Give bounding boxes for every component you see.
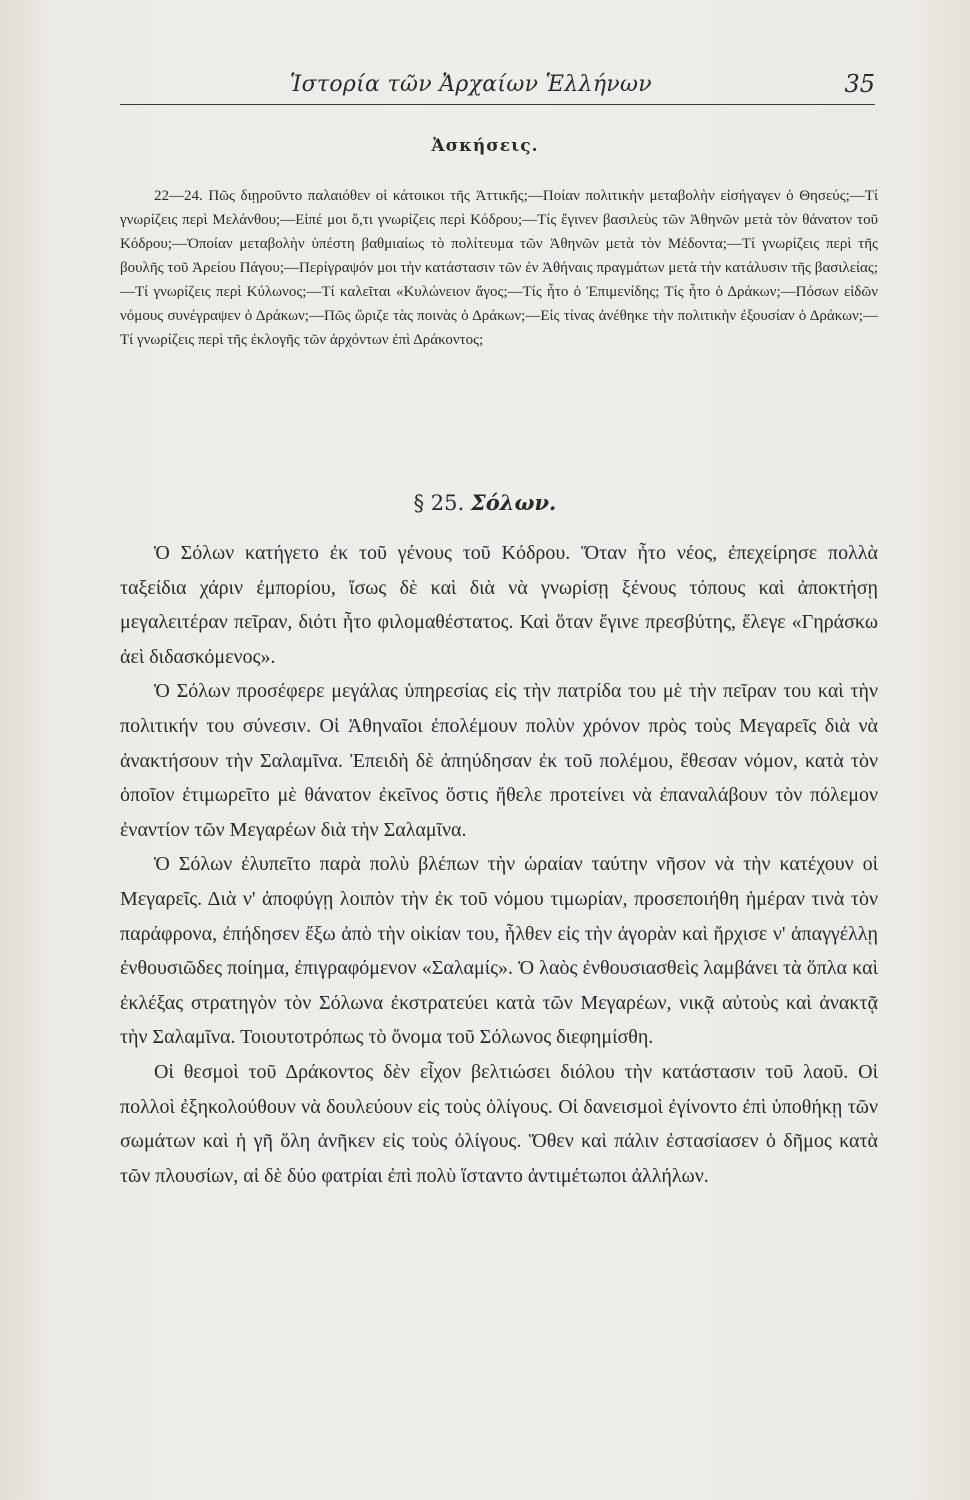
section-number: § 25. <box>413 491 465 515</box>
running-title: Ἱστορία τῶν Ἀρχαίων Ἑλλήνων <box>290 72 652 97</box>
running-header <box>120 66 875 106</box>
header-rule <box>120 104 875 105</box>
paragraph-1: Ὁ Σόλων κατήγετο ἐκ τοῦ γένους τοῦ Κόδρου. Ὅταν ἦτο νέος, ἐπεχείρησε πολλὰ ταξείδια χάριν ἐμπορίου, ἴσως δὲ καὶ διὰ νὰ γνωρίσῃ ξένους τόπους καὶ ἀποκτήσῃ μεγαλειτέραν πεῖραν, διότι ἦτο φιλομαθέστατος. Καὶ ὅταν ἔγινε πρεσβύτης, ἔλεγε «Γηράσκω ἀεὶ διδασκόμενος». <box>120 542 878 668</box>
body-text <box>120 536 878 1193</box>
paragraph-2: Ὁ Σόλων προσέφερε μεγάλας ὑπηρεσίας εἰς τὴν πατρίδα του μὲ τὴν πεῖραν του καὶ τὴν πολιτικήν του σύνεσιν. Οἱ Ἀθηναῖοι ἐπολέμουν πολὺν χρόνον πρὸς τοὺς Μεγαρεῖς διὰ νὰ ἀνακτήσουν τὴν Σαλαμῖνα. Ἐπειδὴ δὲ ἀπηύδησαν ἐκ τοῦ πολέμου, ἔθεσαν νόμον, κατὰ τὸν ὁποῖον ἐτιμωρεῖτο μὲ θάνατον ἐκεῖνος ὅστις ἤθελε προτείνει νὰ ἐπαναλάβουν τὸν πόλεμον ἐναντίον τῶν Μεγαρέων διὰ τὴν Σαλαμῖνα. <box>120 680 878 841</box>
exercises-paragraph: 22—24. Πῶς διῃροῦντο παλαιόθεν οἱ κάτοικοι τῆς Ἀττικῆς;—Ποίαν πολιτικὴν μεταβολὴν εἰσήγαγεν ὁ Θησεύς;—Τί γνωρίζεις περὶ Μελάνθου;—Εἰπέ μοι ὅ,τι γνωρίζεις περὶ Κόδρου;—Τίς ἔγινεν βασιλεὺς τῶν Ἀθηνῶν μετὰ τὸν θάνατον τοῦ Κόδρου;—Ὁποίαν μεταβολὴν ὑπέστη βαθμιαίως τὸ πολίτευμα τῶν Ἀθηνῶν μετὰ τὸν Μέδοντα;—Τί γνωρίζεις περὶ τῆς βουλῆς τοῦ Ἀρείου Πάγου;—Περίγραψόν μοι τὴν κατάστασιν τῶν ἐν Ἀθήναις πραγμάτων μετὰ τὴν κατάλυσιν τῆς βασιλείας;—Τί γνωρίζεις περὶ Κύλωνος;—Τί καλεῖται «Κυλώνειον ἄγος;—Τίς ἦτο ὁ Ἐπιμενίδης; Τίς ἦτο ὁ Δράκων;—Πόσων εἰδῶν νόμους συνέγραψεν ὁ Δράκων;—Πῶς ὥριζε τὰς ποινὰς ὁ Δράκων;—Εἰς τίνας ἀνέθηκε τὴν πολιτικὴν ἐξουσίαν ὁ Δράκων;—Τί γνωρίζεις περὶ τῆς ἐκλογῆς τῶν ἀρχόντων ἐπὶ Δράκοντος; <box>120 188 878 348</box>
paragraph-3: Ὁ Σόλων ἐλυπεῖτο παρὰ πολὺ βλέπων τὴν ὡραίαν ταύτην νῆσον νὰ τὴν κατέχουν οἱ Μεγαρεῖς. Διὰ ν' ἀποφύγῃ λοιπὸν τὴν ἐκ τοῦ νόμου τιμωρίαν, προσεποιήθη ἡμέραν τινὰ τὸν παράφρονα, ἐπήδησεν ἔξω ἀπὸ τὴν οἰκίαν του, ἦλθεν εἰς τὴν ἀγορὰν καὶ ἤρχισε ν' ἀπαγγέλλῃ ἐνθουσιῶδες ποίημα, ἐπιγραφόμενον «Σαλαμίς». Ὁ λαὸς ἐνθουσιασθεὶς λαμβάνει τὰ ὅπλα καὶ ἐκλέξας στρατηγὸν τὸν Σόλωνα ἐκστρατεύει κατὰ τῶν Μεγαρέων, νικᾷ αὐτοὺς καὶ ἀνακτᾷ τὴν Σαλαμῖνα. Τοιουτοτρόπως τὸ ὄνομα τοῦ Σόλωνος διεφημίσθη. <box>120 853 878 1049</box>
section-title: Σόλων. <box>470 490 557 515</box>
exercises-heading: Ἀσκήσεις. <box>431 136 539 156</box>
page-number: 35 <box>844 70 875 98</box>
paragraph-4: Οἱ θεσμοὶ τοῦ Δράκοντος δὲν εἶχον βελτιώσει διόλου τὴν κατάστασιν τοῦ λαοῦ. Οἱ πολλοὶ ἐξηκολούθουν νὰ δουλεύουν εἰς τοὺς ὀλίγους. Οἱ δανεισμοὶ ἐγίνοντο ἐπὶ ὑποθήκῃ τῶν σωμάτων καὶ ἡ γῆ ὅλη ἀνῆκεν εἰς τοὺς ὀλίγους. Ὅθεν καὶ πάλιν ἐστασίασεν ὁ δῆμος κατὰ τῶν πλουσίων, αἱ δὲ δύο φατρίαι ἐπὶ πολὺ ἵσταντο ἀντιμέτωποι ἀλλήλων. <box>120 1060 878 1187</box>
section-heading <box>0 490 970 515</box>
